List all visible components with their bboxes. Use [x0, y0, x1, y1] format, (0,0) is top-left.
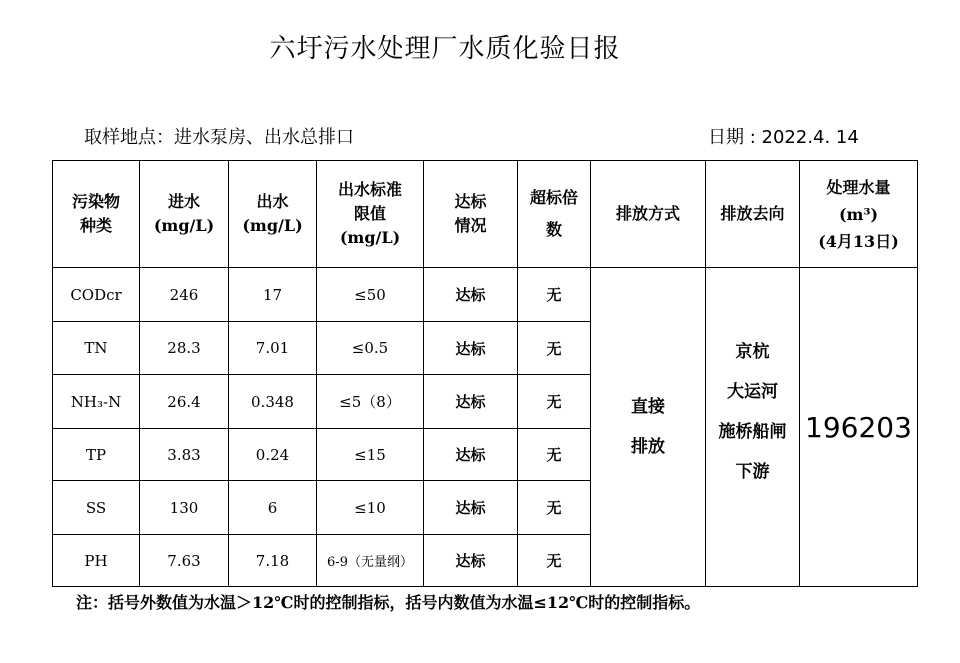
- discharge-destination: [706, 268, 800, 587]
- header-limit-line1: 出水标准: [337, 180, 402, 199]
- header-limit-line2: 限值: [353, 204, 386, 223]
- discharge-dest-line1: 京杭: [735, 342, 770, 362]
- water-quality-table: [52, 160, 918, 587]
- limit-value: ≤0.5: [317, 322, 424, 375]
- report-title: 六圩污水处理厂水质化验日报: [269, 34, 621, 64]
- inflow-value: 246: [140, 268, 229, 322]
- header-outflow-line2: (mg/L): [242, 216, 303, 235]
- outflow-value: 7.01: [229, 322, 317, 375]
- header-discharge-dest: 排放去向: [706, 161, 800, 268]
- exceed-value: 无: [518, 535, 591, 587]
- header-pollutant-line1: 污染物: [71, 192, 120, 211]
- outflow-value: 17: [229, 268, 317, 322]
- header-status-line2: 情况: [454, 216, 487, 235]
- exceed-value: 无: [518, 481, 591, 535]
- limit-value: ≤15: [317, 429, 424, 481]
- header-status-line1: 达标: [454, 192, 487, 211]
- header-discharge-method: 排放方式: [591, 161, 706, 268]
- header-row: [53, 161, 918, 268]
- exceed-value: 无: [518, 429, 591, 481]
- header-volume-line2: (m³): [838, 204, 879, 224]
- limit-value: ≤5（8）: [317, 375, 424, 429]
- status-value: 达标: [424, 268, 518, 322]
- treated-volume: 196203: [800, 268, 918, 587]
- sampling-location: 取样地点：进水泵房、出水总排口: [84, 127, 354, 148]
- header-exceed: [518, 161, 591, 268]
- pollutant-name: SS: [53, 481, 140, 535]
- header-limit: [317, 161, 424, 268]
- inflow-value: 130: [140, 481, 229, 535]
- header-exceed-line2: 数: [545, 220, 562, 239]
- limit-value: ≤10: [317, 481, 424, 535]
- header-inflow-line1: 进水: [167, 192, 200, 211]
- discharge-dest-line2: 大运河: [727, 382, 778, 402]
- discharge-dest-line3: 施桥船闸: [718, 422, 787, 442]
- header-inflow-line2: (mg/L): [153, 216, 215, 235]
- outflow-value: 0.24: [229, 429, 317, 481]
- discharge-dest-line4: 下游: [735, 462, 770, 482]
- outflow-value: 0.348: [229, 375, 317, 429]
- header-volume-line1: 处理水量: [826, 177, 891, 197]
- pollutant-name: TN: [53, 322, 140, 375]
- inflow-value: 28.3: [140, 322, 229, 375]
- limit-value: 6-9（无量纲）: [317, 535, 424, 587]
- pollutant-name: TP: [53, 429, 140, 481]
- inflow-value: 7.63: [140, 535, 229, 587]
- header-inflow: [140, 161, 229, 268]
- report-date: 日期 : 2022.4. 14: [708, 127, 859, 148]
- exceed-value: 无: [518, 375, 591, 429]
- inflow-value: 26.4: [140, 375, 229, 429]
- outflow-value: 6: [229, 481, 317, 535]
- header-outflow: [229, 161, 317, 268]
- status-value: 达标: [424, 429, 518, 481]
- inflow-value: 3.83: [140, 429, 229, 481]
- exceed-value: 无: [518, 268, 591, 322]
- table-row: [53, 268, 918, 322]
- outflow-value: 7.18: [229, 535, 317, 587]
- status-value: 达标: [424, 322, 518, 375]
- status-value: 达标: [424, 375, 518, 429]
- pollutant-name: NH₃-N: [53, 375, 140, 429]
- pollutant-name: CODcr: [53, 268, 140, 322]
- pollutant-name: PH: [53, 535, 140, 587]
- discharge-method-line1: 直接: [631, 397, 665, 417]
- discharge-method: [591, 268, 706, 587]
- header-status: [424, 161, 518, 268]
- status-value: 达标: [424, 535, 518, 587]
- footnote: 注：括号外数值为水温＞12℃时的控制指标，括号内数值为水温≤12℃时的控制指标。: [76, 593, 701, 612]
- exceed-value: 无: [518, 322, 591, 375]
- header-limit-line3: (mg/L): [339, 228, 401, 247]
- header-outflow-line1: 出水: [256, 192, 289, 211]
- discharge-method-line2: 排放: [631, 437, 665, 457]
- status-value: 达标: [424, 481, 518, 535]
- header-pollutant: [53, 161, 140, 268]
- header-volume: [800, 161, 918, 268]
- header-volume-line3: (4月13日): [818, 231, 899, 251]
- header-exceed-line1: 超标倍: [529, 188, 578, 207]
- limit-value: ≤50: [317, 268, 424, 322]
- header-pollutant-line2: 种类: [79, 216, 112, 235]
